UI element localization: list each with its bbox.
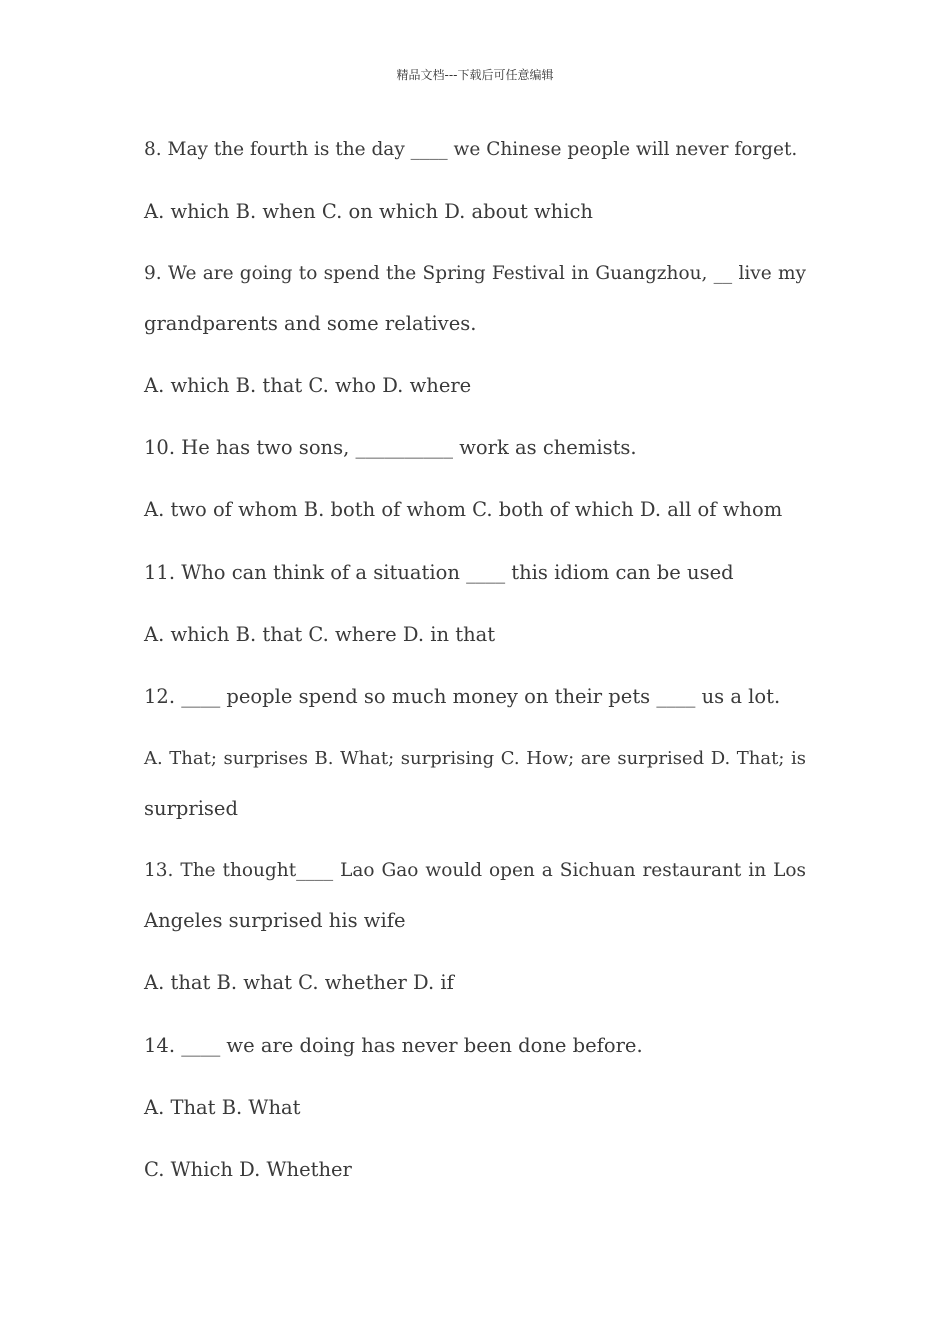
question-10-stem: 10. He has two sons, __________ work as chemists. [144, 436, 637, 459]
question-11-options: A. which B. that C. where D. in that [144, 623, 496, 646]
question-14-stem: 14. ____ we are doing has never been done before. [144, 1034, 643, 1057]
question-14-options-line-2: C. Which D. Whether [144, 1158, 352, 1181]
question-9-stem-line-2: grandparents and some relatives. [144, 312, 477, 335]
question-13-options: A. that B. what C. whether D. if [144, 971, 454, 994]
question-11-stem: 11. Who can think of a situation ____ this idiom can be used [144, 561, 734, 584]
question-14-options-line-1: A. That B. What [144, 1096, 301, 1119]
question-13-stem-line-1: 13. The thought____ Lao Gao would open a Sichuan restaurant in Los [144, 860, 806, 881]
question-12-options-line-2: surprised [144, 797, 238, 820]
question-9-stem-line-1: 9. We are going to spend the Spring Festival in Guangzhou, __ live my [144, 263, 806, 284]
question-8-options: A. which B. when C. on which D. about which [144, 200, 593, 223]
question-10-options: A. two of whom B. both of whom C. both of which D. all of whom [144, 498, 783, 521]
question-12-stem: 12. ____ people spend so much money on their pets ____ us a lot. [144, 685, 781, 708]
question-8-stem: 8. May the fourth is the day ____ we Chinese people will never forget. [144, 139, 798, 160]
question-12-options-line-1: A. That; surprises B. What; surprising C. How; are surprised D. That; is [144, 748, 806, 769]
question-9-options: A. which B. that C. who D. where [144, 374, 472, 397]
question-13-stem-line-2: Angeles surprised his wife [144, 909, 406, 932]
page-header: 精品文档---下载后可任意编辑 [396, 68, 554, 82]
